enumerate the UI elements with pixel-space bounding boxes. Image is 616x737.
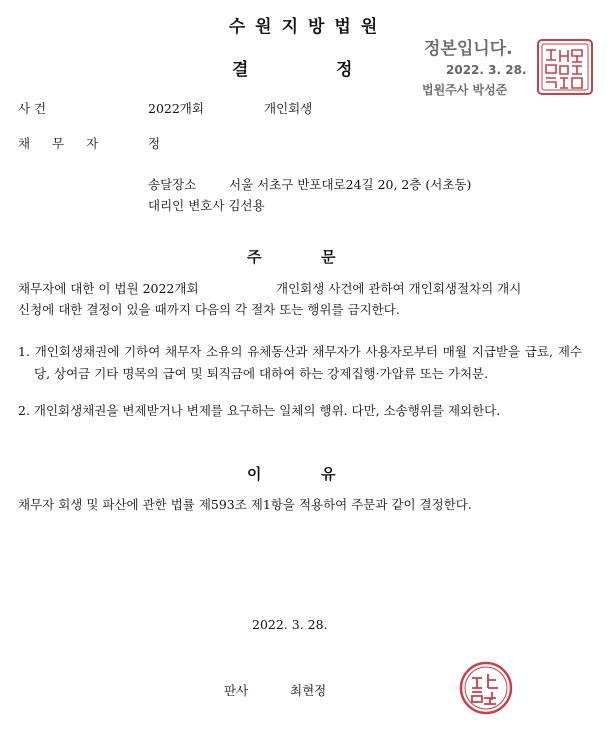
order-item-1: 1. 개인회생채권에 기하여 채무자 소유의 유체동산과 채무자가 사용자로부터 매월 지급받을 급료, 제수당, 상여금 기타 명목의 급여 및 퇴직금에 대하여 하는 강제집행·가압류 또는 가처분. <box>18 344 582 381</box>
order-intro-line2: 신청에 대한 결정이 있을 때까지 다음의 각 절차 또는 행위를 금지한다. <box>18 302 400 317</box>
doc-title-right: 정 <box>336 60 353 80</box>
case-type: 개인회생 <box>264 101 313 116</box>
order-heading-right: 문 <box>321 248 336 266</box>
order-heading-left: 주 <box>247 248 262 266</box>
order-intro-part1: 채무자에 대한 이 법원 2022개회 <box>18 281 199 296</box>
case-label: 사 건 <box>18 101 47 116</box>
judge-seal <box>458 660 514 716</box>
order-item-2: 2. 개인회생채권을 변제받거나 변제를 요구하는 일체의 행위. 다만, 소송행위를 제외한다. <box>18 403 501 418</box>
doc-title-left: 결 <box>232 60 249 80</box>
address-label: 송달장소 <box>148 177 197 192</box>
order-intro-part2: 개인회생 사건에 관하여 개인회생절차의 개시 <box>276 281 522 296</box>
certification-officer: 법원주사 박성준 <box>422 83 508 97</box>
case-number: 2022개회 <box>148 101 204 116</box>
debtor-name: 정 <box>148 136 161 151</box>
reason-heading-left: 이 <box>247 465 262 483</box>
debtor-label: 채 무 자 <box>18 136 99 151</box>
certified-copy-stamp: 정본입니다. <box>424 39 513 59</box>
reason-heading-right: 유 <box>321 465 336 483</box>
court-name: 수원지방법원 <box>228 17 388 37</box>
judge-name: 최현정 <box>290 683 327 698</box>
judge-title: 판사 <box>224 683 249 698</box>
certification-date: 2022. 3. 28. <box>446 63 527 77</box>
legal-agent: 대리인 변호사 김선용 <box>148 198 265 213</box>
reason-text: 채무자 회생 및 파산에 관한 법률 제593조 제1항을 적용하여 주문과 같이 결정한다. <box>18 497 472 512</box>
court-official-seal <box>536 38 594 96</box>
decision-date: 2022. 3. 28. <box>252 617 328 632</box>
service-address: 서울 서초구 반포대로24길 20, 2층 (서초동) <box>229 177 472 192</box>
